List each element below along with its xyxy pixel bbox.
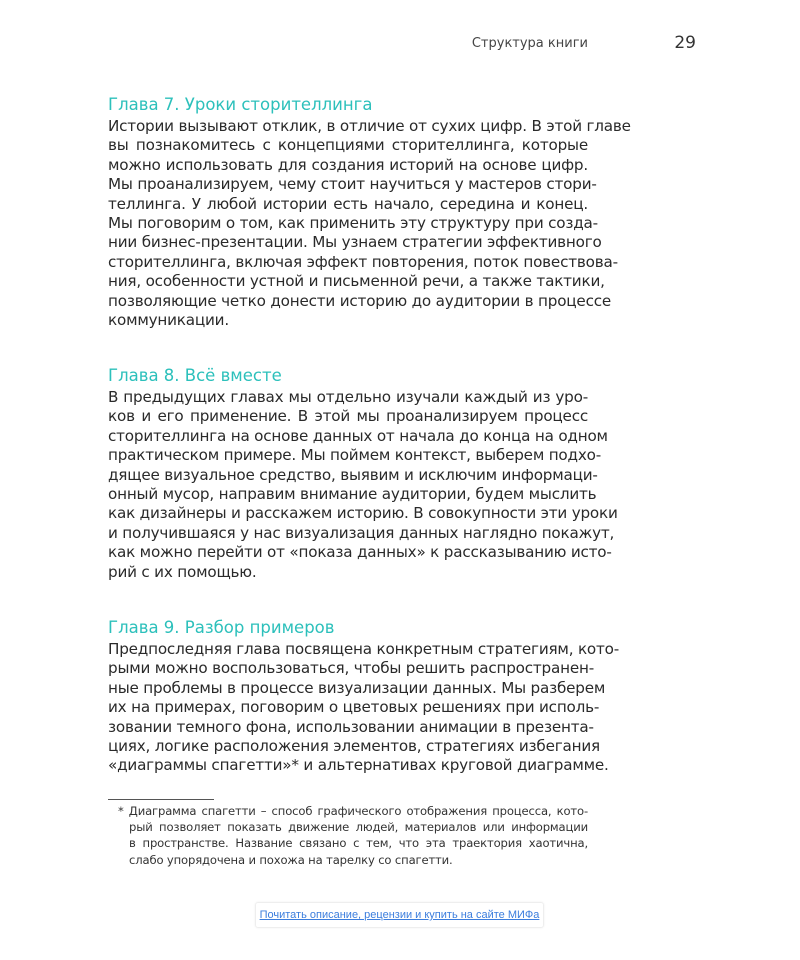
running-title: Структура книги: [471, 36, 588, 51]
chapter-7-section: [108, 95, 631, 330]
paragraph-line: «диаграммы спагетти»* и альтернативах круговой диаграмме.: [108, 756, 609, 775]
paragraph-line: В предыдущих главах мы отдельно изучали каждый из уро-: [108, 388, 588, 406]
paragraph-line: зовании темного фона, использовании анимации в презента-: [108, 717, 594, 736]
chapter-8-section: [108, 366, 618, 582]
paragraph-line: теллинга. У любой истории есть начало, середина и конец.: [108, 194, 588, 213]
paragraph-line: как дизайнеры и расскажем историю. В совокупности эти уроки: [108, 504, 618, 523]
paragraph-line: и получившаяся у нас визуализация данных наглядно покажут,: [108, 523, 615, 542]
paragraph-line: Мы поговорим о том, как применить эту структуру при созда-: [108, 214, 598, 233]
paragraph-line: практическом примере. Мы поймем контекст, выберем подхо-: [108, 446, 601, 465]
footnote: [118, 803, 588, 868]
paragraph-line: Предпоследняя глава посвящена конкретным стратегиям, кото-: [108, 640, 620, 658]
paragraph-line: Мы проанализируем, чему стоит научиться у мастеров стори-: [108, 175, 597, 194]
paragraph-line: нии бизнес-презентации. Мы узнаем стратегии эффективного: [108, 233, 602, 252]
paragraph-line: рий с их помощью.: [108, 562, 257, 581]
paragraph-line: позволяющие четко донести историю до аудитории в процессе: [108, 291, 612, 310]
page-number: 29: [674, 33, 696, 53]
paragraph-line: циях, логике расположения элементов, стратегиях избегания: [108, 737, 600, 756]
paragraph-line: как можно перейти от «показа данных» к рассказыванию исто-: [108, 543, 612, 562]
paragraph-line: онный мусор, направим внимание аудитории, будем мыслить: [108, 485, 597, 504]
footnote-line: рый позволяет показать движение людей, материалов или информации: [129, 820, 588, 835]
paragraph-line: вы познакомитесь с концепциями сторителлинга, которые: [108, 136, 588, 155]
footnote-divider: [108, 799, 214, 800]
paragraph-line: можно использовать для создания историй на основе цифр.: [108, 155, 588, 174]
buy-link-box[interactable]: [255, 902, 544, 928]
paragraph-line: Истории вызывают отклик, в отличие от сухих цифр. В этой главе: [108, 117, 631, 135]
paragraph-line: ные проблемы в процессе визуализации данных. Мы разберем: [108, 678, 606, 697]
footnote-line: слабо упорядочена и похожа на тарелку со спагетти.: [129, 852, 453, 867]
footnote-line: в пространстве. Название связано с тем, что эта траектория хаотична,: [129, 836, 588, 851]
chapter-heading: Глава 8. Всё вместе: [108, 366, 282, 385]
paragraph-line: сторителлинга на основе данных от начала до конца на одном: [108, 426, 608, 445]
paragraph-line: сторителлинга, включая эффект повторения, поток повествова-: [108, 252, 618, 271]
chapter-heading: Глава 7. Уроки сторителлинга: [108, 95, 373, 114]
chapter-9-section: [108, 618, 620, 776]
paragraph-line: дящее визуальное средство, выявим и исключим информаци-: [108, 465, 598, 484]
paragraph-line: рыми можно воспользоваться, чтобы решить распространен-: [108, 659, 594, 678]
paragraph-line: коммуникации.: [108, 311, 229, 330]
paragraph-line: их на примерах, поговорим о цветовых решениях при исполь-: [108, 698, 600, 717]
footnote-line: * Диаграмма спагетти – способ графического отображения процесса, кото-: [118, 804, 588, 818]
buy-link[interactable]: Почитать описание, рецензии и купить на сайте МИФа: [259, 909, 540, 921]
paragraph-line: ния, особенности устной и письменной речи, а также тактики,: [108, 272, 605, 291]
chapter-heading: Глава 9. Разбор примеров: [108, 618, 335, 637]
paragraph-line: ков и его применение. В этой мы проанализируем процесс: [108, 407, 588, 426]
